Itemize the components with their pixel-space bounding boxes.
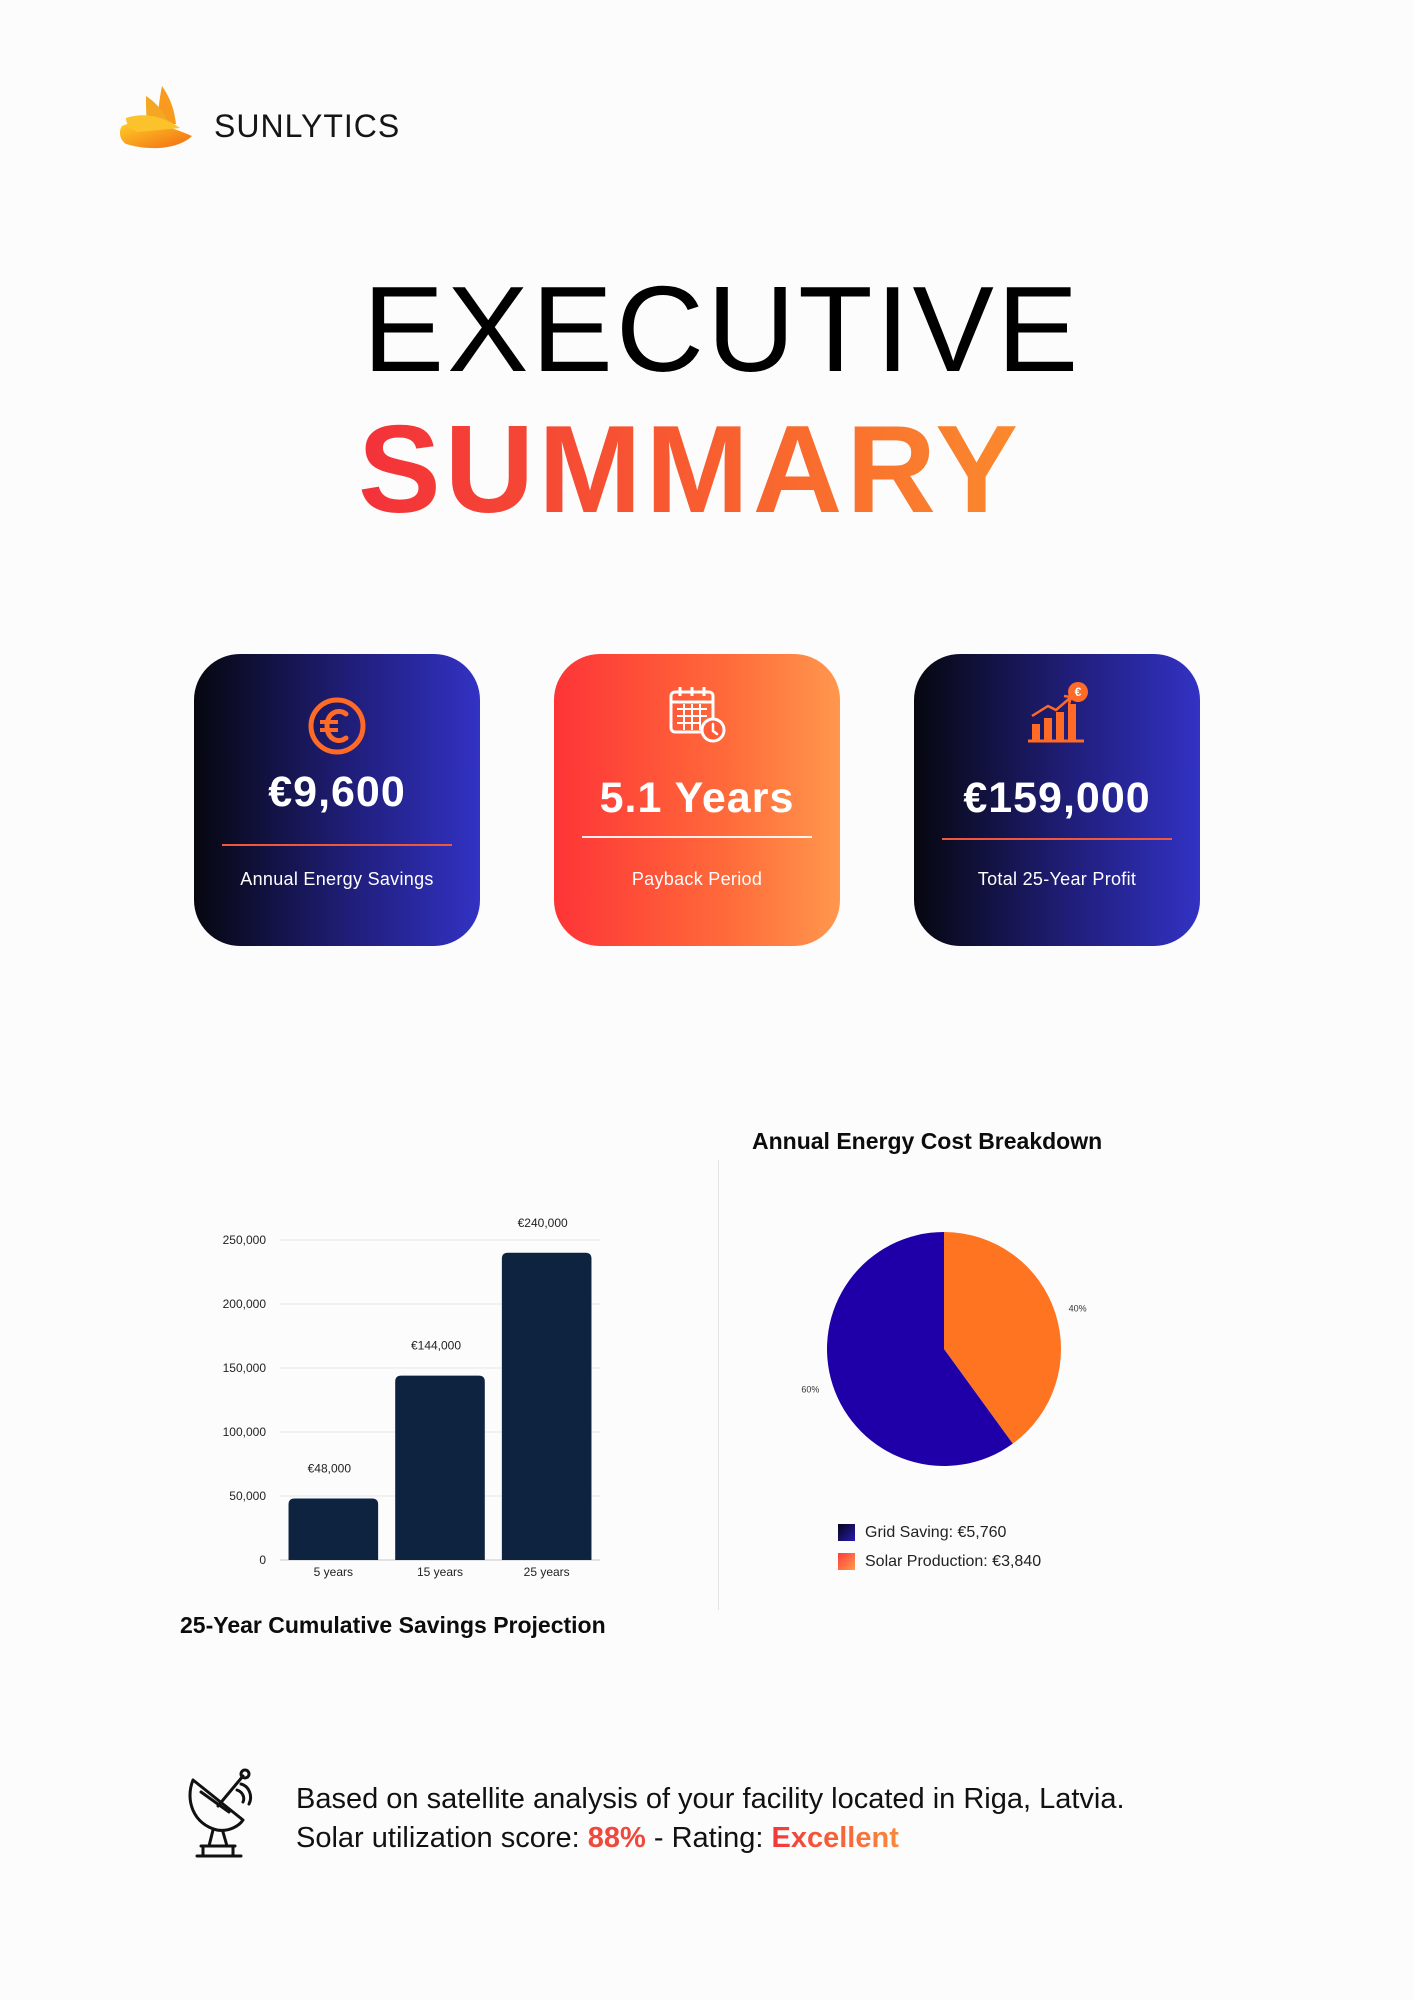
kpi-label: Payback Period [631,869,763,889]
pie-slice-label: 40% [1068,1303,1087,1314]
legend-label: Grid Saving: €5,760 [865,1523,1007,1541]
kpi-value: €159,000 [963,774,1151,822]
chart-divider [718,1160,719,1610]
x-tick-label: 15 years [416,1565,464,1579]
savings-projection-bar-chart [190,1195,630,1595]
growth-chart-icon [1022,678,1092,748]
kpi-divider [222,844,452,846]
kpi-card-payback-period [554,654,840,946]
bar [289,1499,379,1560]
legend-item-solar-production [838,1547,1041,1576]
pie-chart-title: Annual Energy Cost Breakdown [752,1128,1103,1154]
kpi-card-annual-savings [194,654,480,946]
y-tick-label: 150,000 [222,1361,266,1375]
kpi-value: €9,600 [268,768,406,816]
analysis-note [296,1780,1125,1858]
kpi-divider [942,838,1172,840]
kpi-label: Total 25-Year Profit [977,869,1137,889]
kpi-card-total-profit [914,654,1200,946]
bar-data-label: €144,000 [410,1338,462,1353]
y-tick-label: 250,000 [222,1233,266,1247]
utilization-score: 88% [587,1822,646,1854]
note-rating-separator: - Rating: [645,1822,772,1854]
brand-name: SUNLYTICS [214,108,401,144]
kpi-label: Annual Energy Savings [240,869,434,889]
svg-text:€: € [1074,685,1082,699]
bar-chart-title: 25-Year Cumulative Savings Projection [180,1612,606,1638]
brand-header [118,84,438,154]
page-title-line-1: EXECUTIVE [362,261,1082,397]
note-line-1: Based on satellite analysis of your facility located in Riga, Latvia. [296,1783,1125,1815]
legend-swatch-solar [838,1553,855,1570]
y-tick-label: 50,000 [229,1489,266,1503]
calendar-clock-icon [665,682,729,746]
cost-breakdown-pie-chart [790,1210,1110,1490]
note-score-prefix: Solar utilization score: [296,1822,588,1854]
euro-coin-icon [305,694,369,758]
sunlytics-logo-icon [118,84,198,150]
legend-swatch-grid [838,1524,855,1541]
legend-label: Solar Production: €3,840 [865,1552,1042,1570]
legend-item-grid-saving [838,1518,1041,1547]
x-tick-label: 25 years [523,1565,570,1579]
pie-legend [838,1518,1041,1576]
page-title-line-2-text: SUMMARY [357,401,1023,539]
y-tick-label: 0 [259,1553,266,1567]
y-tick-label: 200,000 [222,1297,266,1311]
bar [395,1376,485,1560]
kpi-value: 5.1 Years [599,774,795,822]
satellite-dish-icon [183,1768,259,1860]
rating-value: Excellent [771,1822,899,1854]
note-line-2 [296,1819,1125,1858]
bar-data-label: €240,000 [517,1215,568,1230]
kpi-divider [582,836,812,838]
bar-data-label: €48,000 [307,1461,352,1476]
y-tick-label: 100,000 [222,1425,266,1439]
pie-slice-label: 60% [801,1384,820,1395]
page-title-line-2 [0,401,1414,539]
bar [502,1253,592,1560]
x-tick-label: 5 years [313,1565,354,1579]
